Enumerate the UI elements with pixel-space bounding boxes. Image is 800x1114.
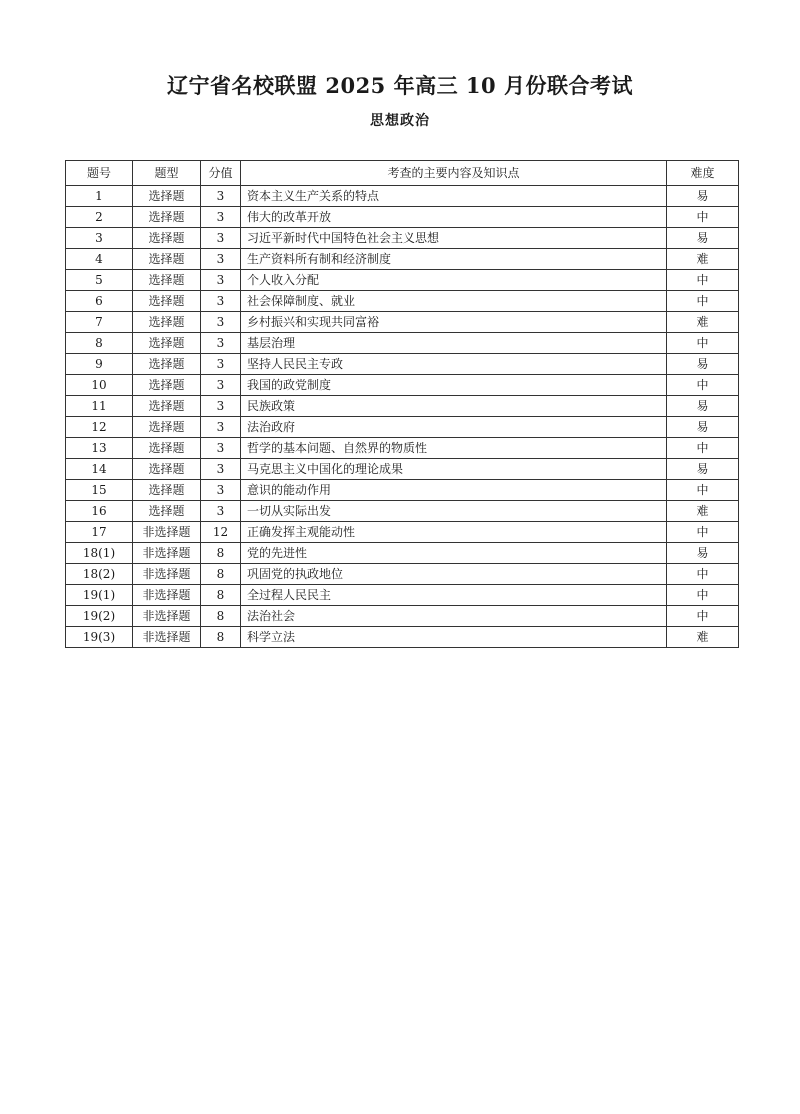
cell-content: 巩固党的执政地位 <box>241 564 667 585</box>
cell-number: 18(2) <box>66 564 133 585</box>
table-row <box>66 312 739 333</box>
cell-difficulty: 中 <box>667 207 739 228</box>
cell-score: 8 <box>201 585 241 606</box>
cell-type: 选择题 <box>133 480 201 501</box>
cell-content: 法治政府 <box>241 417 667 438</box>
cell-score: 3 <box>201 333 241 354</box>
column-header-score: 分值 <box>201 161 241 186</box>
cell-content: 社会保障制度、就业 <box>241 291 667 312</box>
table-row <box>66 480 739 501</box>
table-row <box>66 228 739 249</box>
cell-difficulty: 易 <box>667 543 739 564</box>
cell-score: 3 <box>201 501 241 522</box>
cell-content: 基层治理 <box>241 333 667 354</box>
cell-difficulty: 中 <box>667 438 739 459</box>
cell-type: 选择题 <box>133 501 201 522</box>
cell-content: 法治社会 <box>241 606 667 627</box>
cell-difficulty: 易 <box>667 396 739 417</box>
column-header-type: 题型 <box>133 161 201 186</box>
cell-number: 14 <box>66 459 133 480</box>
table-row <box>66 459 739 480</box>
cell-score: 3 <box>201 207 241 228</box>
table-row <box>66 543 739 564</box>
cell-difficulty: 中 <box>667 375 739 396</box>
cell-score: 3 <box>201 354 241 375</box>
cell-number: 19(3) <box>66 627 133 648</box>
cell-type: 选择题 <box>133 333 201 354</box>
cell-score: 8 <box>201 606 241 627</box>
subject-subtitle: 思想政治 <box>370 113 430 129</box>
cell-content: 资本主义生产关系的特点 <box>241 186 667 207</box>
cell-difficulty: 中 <box>667 522 739 543</box>
cell-type: 非选择题 <box>133 585 201 606</box>
cell-content: 一切从实际出发 <box>241 501 667 522</box>
cell-difficulty: 中 <box>667 291 739 312</box>
cell-content: 伟大的改革开放 <box>241 207 667 228</box>
cell-difficulty: 难 <box>667 501 739 522</box>
cell-score: 3 <box>201 249 241 270</box>
table-row <box>66 438 739 459</box>
cell-content: 生产资料所有制和经济制度 <box>241 249 667 270</box>
cell-type: 选择题 <box>133 249 201 270</box>
cell-score: 3 <box>201 375 241 396</box>
cell-number: 5 <box>66 270 133 291</box>
cell-type: 非选择题 <box>133 564 201 585</box>
cell-score: 12 <box>201 522 241 543</box>
cell-type: 选择题 <box>133 375 201 396</box>
document-title: 辽宁省名校联盟 2025 年高三 10 月份联合考试 <box>167 73 633 98</box>
cell-number: 1 <box>66 186 133 207</box>
cell-content: 我国的政党制度 <box>241 375 667 396</box>
cell-difficulty: 中 <box>667 606 739 627</box>
table-row <box>66 627 739 648</box>
cell-content: 民族政策 <box>241 396 667 417</box>
cell-number: 8 <box>66 333 133 354</box>
cell-type: 选择题 <box>133 459 201 480</box>
cell-content: 正确发挥主观能动性 <box>241 522 667 543</box>
table-row <box>66 396 739 417</box>
cell-difficulty: 易 <box>667 228 739 249</box>
cell-number: 9 <box>66 354 133 375</box>
cell-type: 非选择题 <box>133 606 201 627</box>
cell-score: 3 <box>201 228 241 249</box>
cell-number: 2 <box>66 207 133 228</box>
cell-content: 全过程人民民主 <box>241 585 667 606</box>
cell-score: 3 <box>201 417 241 438</box>
cell-score: 3 <box>201 438 241 459</box>
cell-type: 选择题 <box>133 354 201 375</box>
table-row <box>66 417 739 438</box>
cell-content: 哲学的基本问题、自然界的物质性 <box>241 438 667 459</box>
cell-type: 选择题 <box>133 228 201 249</box>
cell-content: 习近平新时代中国特色社会主义思想 <box>241 228 667 249</box>
cell-score: 8 <box>201 564 241 585</box>
cell-content: 意识的能动作用 <box>241 480 667 501</box>
cell-type: 非选择题 <box>133 543 201 564</box>
cell-score: 3 <box>201 186 241 207</box>
cell-difficulty: 中 <box>667 480 739 501</box>
cell-type: 选择题 <box>133 417 201 438</box>
column-header-difficulty: 难度 <box>667 161 739 186</box>
exam-spec-table <box>65 160 739 648</box>
cell-type: 选择题 <box>133 270 201 291</box>
cell-difficulty: 易 <box>667 354 739 375</box>
cell-content: 乡村振兴和实现共同富裕 <box>241 312 667 333</box>
cell-difficulty: 易 <box>667 459 739 480</box>
cell-content: 个人收入分配 <box>241 270 667 291</box>
cell-score: 3 <box>201 480 241 501</box>
cell-content: 马克思主义中国化的理论成果 <box>241 459 667 480</box>
table-header-row <box>66 161 739 186</box>
column-header-number: 题号 <box>66 161 133 186</box>
cell-difficulty: 易 <box>667 186 739 207</box>
cell-number: 19(1) <box>66 585 133 606</box>
cell-content: 坚持人民民主专政 <box>241 354 667 375</box>
table-row <box>66 522 739 543</box>
cell-number: 13 <box>66 438 133 459</box>
cell-difficulty: 难 <box>667 249 739 270</box>
table-row <box>66 291 739 312</box>
column-header-content: 考查的主要内容及知识点 <box>241 161 667 186</box>
table-row <box>66 564 739 585</box>
cell-content: 科学立法 <box>241 627 667 648</box>
cell-difficulty: 中 <box>667 270 739 291</box>
cell-number: 17 <box>66 522 133 543</box>
table-row <box>66 249 739 270</box>
cell-type: 非选择题 <box>133 522 201 543</box>
cell-score: 3 <box>201 312 241 333</box>
table-row <box>66 333 739 354</box>
cell-score: 3 <box>201 270 241 291</box>
cell-difficulty: 中 <box>667 333 739 354</box>
table-row <box>66 186 739 207</box>
cell-number: 10 <box>66 375 133 396</box>
table-row <box>66 606 739 627</box>
cell-number: 19(2) <box>66 606 133 627</box>
cell-type: 选择题 <box>133 186 201 207</box>
cell-type: 选择题 <box>133 207 201 228</box>
table-body <box>66 186 739 648</box>
cell-difficulty: 中 <box>667 585 739 606</box>
cell-score: 8 <box>201 627 241 648</box>
cell-difficulty: 难 <box>667 312 739 333</box>
cell-score: 3 <box>201 291 241 312</box>
cell-number: 6 <box>66 291 133 312</box>
cell-type: 非选择题 <box>133 627 201 648</box>
cell-score: 8 <box>201 543 241 564</box>
cell-number: 16 <box>66 501 133 522</box>
table-row <box>66 270 739 291</box>
table-row <box>66 375 739 396</box>
table-row <box>66 207 739 228</box>
cell-score: 3 <box>201 396 241 417</box>
cell-type: 选择题 <box>133 396 201 417</box>
cell-type: 选择题 <box>133 312 201 333</box>
cell-type: 选择题 <box>133 438 201 459</box>
table-row <box>66 354 739 375</box>
cell-number: 7 <box>66 312 133 333</box>
cell-number: 11 <box>66 396 133 417</box>
cell-number: 4 <box>66 249 133 270</box>
cell-type: 选择题 <box>133 291 201 312</box>
cell-number: 12 <box>66 417 133 438</box>
table-row <box>66 585 739 606</box>
table-row <box>66 501 739 522</box>
cell-difficulty: 中 <box>667 564 739 585</box>
cell-number: 15 <box>66 480 133 501</box>
cell-difficulty: 难 <box>667 627 739 648</box>
cell-number: 18(1) <box>66 543 133 564</box>
cell-content: 党的先进性 <box>241 543 667 564</box>
cell-score: 3 <box>201 459 241 480</box>
cell-number: 3 <box>66 228 133 249</box>
cell-difficulty: 易 <box>667 417 739 438</box>
